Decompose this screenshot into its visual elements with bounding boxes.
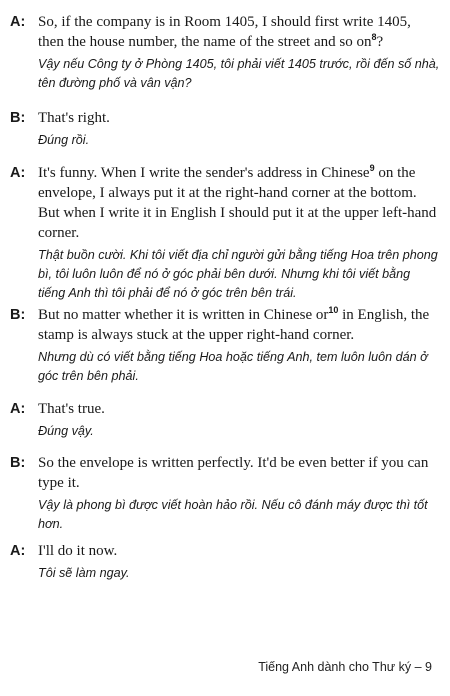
vietnamese-translation: Vậy là phong bì được viết hoàn hảo rồi. Nếu cô đánh máy được thì tốt hơn. [38,498,428,531]
vietnamese-translation: Nhưng dù có viết bằng tiếng Hoa hoặc tiếng Anh, tem luôn luôn dán ở góc trên bên phải. [38,350,428,383]
footnote-marker: 10 [328,305,339,315]
page-footer [258,660,432,674]
vietnamese-translation: Đúng vậy. [38,424,94,438]
footnote-marker: 9 [369,163,375,173]
dialogue-entry [10,399,440,441]
english-text: That's right. [38,110,110,126]
english-text: So, if the company is in Room 1405, I should first write 1405, then the house number, the name of the street and so on [38,14,411,50]
footer-separator: – [414,660,422,674]
english-line [38,12,440,52]
english-line [38,163,440,243]
running-title: Tiếng Anh dành cho Thư ký [258,660,412,674]
dialogue-entry [10,453,440,534]
dialogue-entry [10,163,440,303]
english-text-continued: ? [376,34,384,50]
page-number: 9 [425,660,432,674]
footnote-marker: 8 [371,32,377,42]
vietnamese-translation: Tôi sẽ làm ngay. [38,566,130,580]
english-line [38,541,440,561]
speaker-label: A: [10,543,26,559]
english-text: It's funny. When I write the sender's address in Chinese [38,165,370,181]
english-line [38,399,440,419]
english-text: But no matter whether it is written in Chinese or [38,307,329,323]
dialogue-entry [10,108,440,150]
speaker-label: B: [10,455,26,471]
english-text: That's true. [38,401,105,417]
english-line [38,453,440,493]
vietnamese-translation: Thật buồn cười. Khi tôi viết địa chỉ người gửi bằng tiếng Hoa trên phong bì, tôi luôn luôn để nó ở góc phải bên dưới. Nhưng khi tôi viết bằng tiếng Anh thì tôi phải để nó ở góc trên bên trái. [38,248,438,300]
english-line [38,305,440,345]
dialogue-entry [10,541,440,583]
vietnamese-translation: Đúng rồi. [38,133,90,147]
english-text: So the envelope is written perfectly. It'd be even better if you can type it. [38,455,429,491]
vietnamese-translation: Vậy nếu Công ty ở Phòng 1405, tôi phải viết 1405 trước, rồi đến số nhà, tên đường phố và vân vận? [38,57,440,90]
speaker-label: B: [10,110,26,126]
english-text: I'll do it now. [38,543,118,559]
speaker-label: B: [10,307,26,323]
english-text-continued: on the envelope, I always put it at the right-hand corner at the bottom. But when I write it in English I should put it at the upper left-hand corner. [38,165,437,241]
speaker-label: A: [10,401,26,417]
dialogue-entry [10,305,440,386]
speaker-label: A: [10,165,26,181]
dialogue-entry [10,12,440,93]
english-line [38,108,440,128]
speaker-label: A: [10,14,26,30]
english-text-continued: in English, the stamp is always stuck at the upper right-hand corner. [38,307,430,343]
